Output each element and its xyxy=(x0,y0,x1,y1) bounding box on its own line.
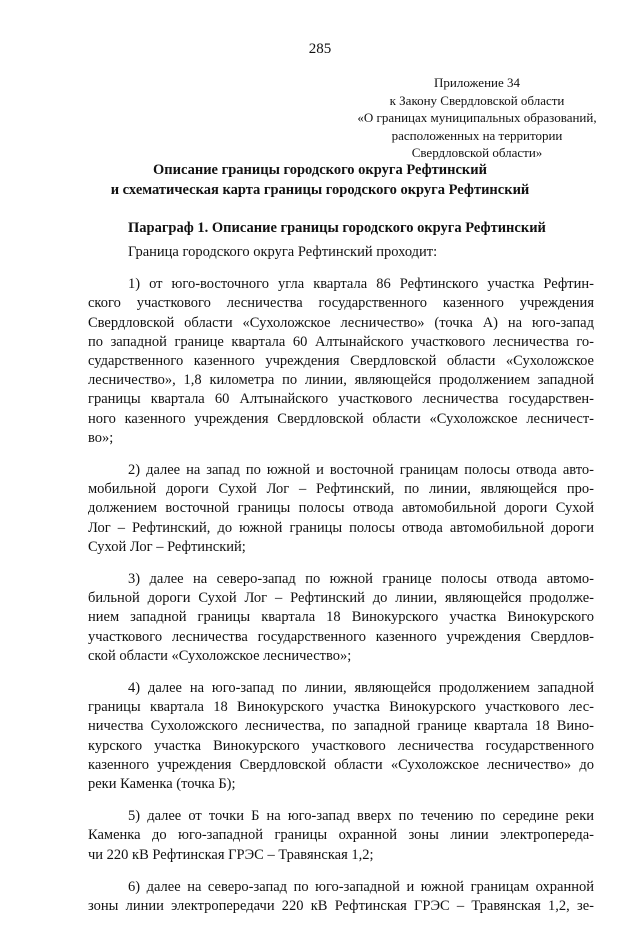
appendix-line: Приложение 34 xyxy=(433,75,521,90)
appendix-line: Свердловской области» xyxy=(411,145,543,160)
appendix-note xyxy=(352,74,602,162)
text-line: 5) далее от точки Б на юго-запад вверх по течению по середине реки xyxy=(128,808,594,825)
text-line: казенного учреждения Свердловской области «Сухоложское лесничество» до xyxy=(88,756,594,773)
text-line: 4) далее на юго-запад по линии, являющейся продолжением западной xyxy=(128,680,594,697)
text-line: 1) от юго-восточного угла квартала 86 Рефтинского участка Рефтин- xyxy=(128,276,594,293)
title-line: Описание границы городского округа Рефтинский xyxy=(152,162,487,178)
text-line: границы квартала 60 Алтынайского участкового лесничества государствен- xyxy=(88,391,594,408)
text-line: Свердловской области «Сухоложское лесничество» (точка А) на юго-запад xyxy=(88,314,594,331)
appendix-line: расположенных на территории xyxy=(391,127,563,143)
document-title xyxy=(0,160,640,200)
text-line: должением восточной границы полосы отвода автомобильной дороги Сухой xyxy=(88,500,594,517)
text-line: по западной границе квартала 60 Алтынайского участкового лесничества го- xyxy=(88,333,594,350)
page-number: 285 xyxy=(308,41,332,57)
text-line: сударственного казенного учреждения Свердловской области «Сухоложское xyxy=(88,353,594,370)
boundary-item-6 xyxy=(88,878,594,916)
title-line: и схематическая карта границы городского округа Рефтинский xyxy=(110,182,530,198)
paragraph-title: Параграф 1. Описание границы городского округа Рефтинский xyxy=(128,220,546,236)
appendix-line: «О границах муниципальных образований, xyxy=(357,110,597,125)
text-line: ской области «Сухоложское лесничество»; xyxy=(88,647,352,664)
boundary-item-5 xyxy=(88,807,594,865)
boundary-item-4 xyxy=(88,679,594,794)
text-line: нием западной границы квартала 18 Винокурского участка Винокурского xyxy=(88,609,594,626)
text-line: мобильной дороги Сухой Лог – Рефтинский, по линии, являющейся про- xyxy=(88,481,594,498)
text-line: во»; xyxy=(88,429,114,446)
text-line: 3) далее на северо-запад по южной границе полосы отвода автомо- xyxy=(128,571,594,588)
boundary-item-1 xyxy=(88,275,594,448)
text-line: реки Каменка (точка Б); xyxy=(88,776,236,793)
text-line: ничества Сухоложского лесничества, по западной границе квартала 18 Вино- xyxy=(88,718,594,735)
text-line: курского участка Винокурского участкового лесничества государственного xyxy=(88,737,594,754)
text-line: чи 220 кВ Рефтинская ГРЭС – Травянская 1,2; xyxy=(88,846,374,863)
text-line: бильной дороги Сухой Лог – Рефтинский до линии, являющейся продолже- xyxy=(88,590,594,607)
document-body xyxy=(88,243,594,929)
text-line: лесничество», 1,8 километра по линии, являющейся продолжением западной xyxy=(88,372,594,389)
boundary-item-2 xyxy=(88,461,594,557)
text-line: ного казенного учреждения Свердловской области «Сухоложское лесничест- xyxy=(88,410,594,427)
text-line: Лог – Рефтинский, до южной границы полосы отвода автомобильной дороги xyxy=(88,519,594,536)
text-line: границы квартала 18 Винокурского участка Винокурского участкового лес- xyxy=(88,699,594,716)
text-line: Сухой Лог – Рефтинский; xyxy=(88,538,246,555)
text-line: ского участкового лесничества государственного казенного учреждения xyxy=(88,295,594,312)
intro-text: Граница городского округа Рефтинский проходит: xyxy=(128,244,438,260)
appendix-line: к Закону Свердловской области xyxy=(389,92,565,108)
text-line: зоны линии электропередачи 220 кВ Рефтинская ГРЭС – Травянская 1,2, зе- xyxy=(88,898,594,915)
text-line: Каменка до юго-западной границы охранной зоны линии электропереда- xyxy=(88,827,594,844)
text-line: 2) далее на запад по южной и восточной границам полосы отвода авто- xyxy=(128,462,594,479)
text-line: участкового лесничества государственного казенного учреждения Свердлов- xyxy=(88,628,594,645)
boundary-item-3 xyxy=(88,570,594,666)
text-line: 6) далее на северо-запад по юго-западной и южной границам охранной xyxy=(128,878,594,895)
